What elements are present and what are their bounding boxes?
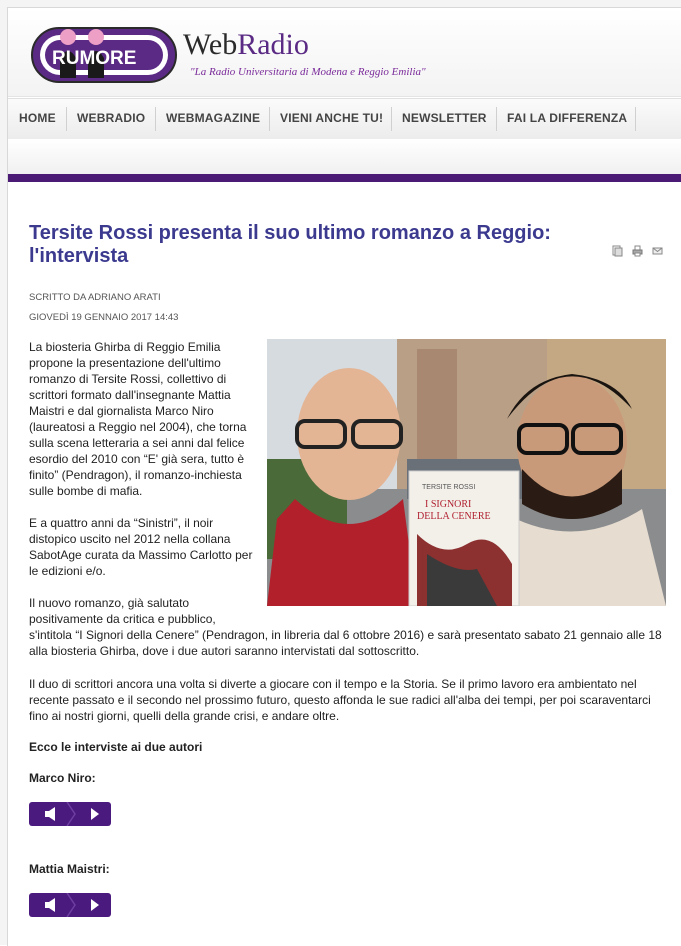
book-author: TERSITE ROSSI <box>422 484 476 491</box>
paragraph-2 <box>29 515 261 579</box>
article-author: SCRITTO DA ADRIANO ARATI <box>29 292 161 303</box>
paragraph-line: La biosteria Ghirba di Reggio Emilia <box>29 340 221 354</box>
rumore-logo-graphic <box>30 24 180 86</box>
paragraph-line: Maistri e dal giornalista Marco Niro <box>29 404 214 418</box>
paragraph-4 <box>29 676 669 724</box>
book-title-line2: DELLA CENERE <box>417 511 491 522</box>
paragraph-1 <box>29 339 261 499</box>
nav-divider <box>269 107 270 131</box>
play-icon[interactable] <box>91 808 99 820</box>
article-date: GIOVEDÌ 19 GENNAIO 2017 14:43 <box>29 312 179 323</box>
nav-item-home[interactable]: HOME <box>19 111 56 125</box>
paragraph-line: positivamente da critica e pubblico, <box>29 612 216 626</box>
paragraph-3 <box>29 595 669 659</box>
interview-2-label: Mattia Maistri: <box>29 862 110 876</box>
article-title: Tersite Rossi presenta il suo ultimo romanzo a Reggio: l'intervista <box>29 222 551 267</box>
audio-player-controls <box>29 893 111 917</box>
volume-icon[interactable] <box>45 898 55 912</box>
site-frame <box>7 7 681 946</box>
site-header <box>8 8 681 97</box>
article-photo <box>267 339 666 606</box>
audio-player-mattia-maistri[interactable] <box>29 893 111 917</box>
nav-item-newsletter[interactable]: NEWSLETTER <box>402 111 487 125</box>
article-content <box>8 182 681 946</box>
authors-photo-graphic <box>267 339 666 606</box>
audio-player-controls <box>29 802 111 826</box>
paragraph-line: E a quattro anni da “Sinistri”, il noir <box>29 516 214 530</box>
nav-divider <box>155 107 156 131</box>
rumore-logo[interactable] <box>30 24 180 86</box>
accent-bar <box>8 174 681 182</box>
nav-item-webradio[interactable]: WEBRADIO <box>77 111 146 125</box>
nav-divider <box>391 107 392 131</box>
paragraph-line: Il nuovo romanzo, già salutato <box>29 596 190 610</box>
brand-radio: Radio <box>237 28 309 61</box>
article-tools <box>612 245 670 259</box>
sub-navigation-bar <box>8 139 681 177</box>
pdf-icon[interactable] <box>612 245 623 257</box>
logo-text: RUMORE <box>52 48 137 69</box>
paragraph-line: s'intitola “I Signori della Cenere” (Pendragon, in libreria dal 6 ottobre 2016) e sarà presentato sabato 21 gennaio alle 18 <box>29 628 662 642</box>
email-icon[interactable] <box>652 245 663 257</box>
audio-player-marco-niro[interactable] <box>29 802 111 826</box>
paragraph-line: finito” (Pendragon), il romanzo-inchiesta <box>29 468 242 482</box>
paragraph-line: alla biosteria Ghirba, dove i due autori saranno intervistati dal sottoscritto. <box>29 644 420 658</box>
nav-divider <box>635 107 636 131</box>
nav-item-fai-la-differenza[interactable]: FAI LA DIFFERENZA <box>507 111 628 125</box>
site-tagline: "La Radio Universitaria di Modena e Reggio Emilia" <box>190 66 426 78</box>
interviews-heading: Ecco le interviste ai due autori <box>29 740 203 754</box>
paragraph-line: esordio del 2010 con “E' già sera, tutto è <box>29 452 245 466</box>
volume-icon[interactable] <box>45 807 55 821</box>
book-title-line1: I SIGNORI <box>425 499 472 510</box>
nav-item-vieni-anche-tu[interactable]: VIENI ANCHE TU! <box>280 111 384 125</box>
brand-title <box>183 28 309 62</box>
paragraph-line: SabotAge curata da Massimo Carlotto per <box>29 548 253 562</box>
paragraph-line: (laureatosi a Reggio nel 2004), che torna <box>29 420 247 434</box>
brand-web: Web <box>183 28 238 61</box>
paragraph-line: romanzo di Tersite Rossi, collettivo di <box>29 372 227 386</box>
paragraph-line: Il duo di scrittori ancora una volta si diverte a giocare con il tempo e la Storia. Se il primo lavoro era ambientato nel <box>29 677 637 691</box>
print-icon[interactable] <box>632 245 643 257</box>
nav-item-webmagazine[interactable]: WEBMAGAZINE <box>166 111 261 125</box>
play-icon[interactable] <box>91 899 99 911</box>
main-nav <box>8 98 681 140</box>
paragraph-line: recente passato e il secondo nel prossimo futuro, questo affonda le sue radici all'alba dei tempi, per poi scaraventarci <box>29 693 651 707</box>
interview-1-label: Marco Niro: <box>29 771 96 785</box>
paragraph-line: fino ai nostri giorni, quelli della grande crisi, e andare oltre. <box>29 709 340 723</box>
paragraph-line: le edizioni e/o. <box>29 564 106 578</box>
paragraph-line: sulle bombe di mafia. <box>29 484 143 498</box>
paragraph-line: distopico uscito nel 2012 nella collana <box>29 532 231 546</box>
paragraph-line: scrittori formato dall'insegnante Mattia <box>29 388 231 402</box>
nav-divider <box>66 107 67 131</box>
paragraph-line: propone la presentazione dell'ultimo <box>29 356 221 370</box>
paragraph-line: sulla scena letteraria a sei anni dal felice <box>29 436 245 450</box>
nav-divider <box>496 107 497 131</box>
